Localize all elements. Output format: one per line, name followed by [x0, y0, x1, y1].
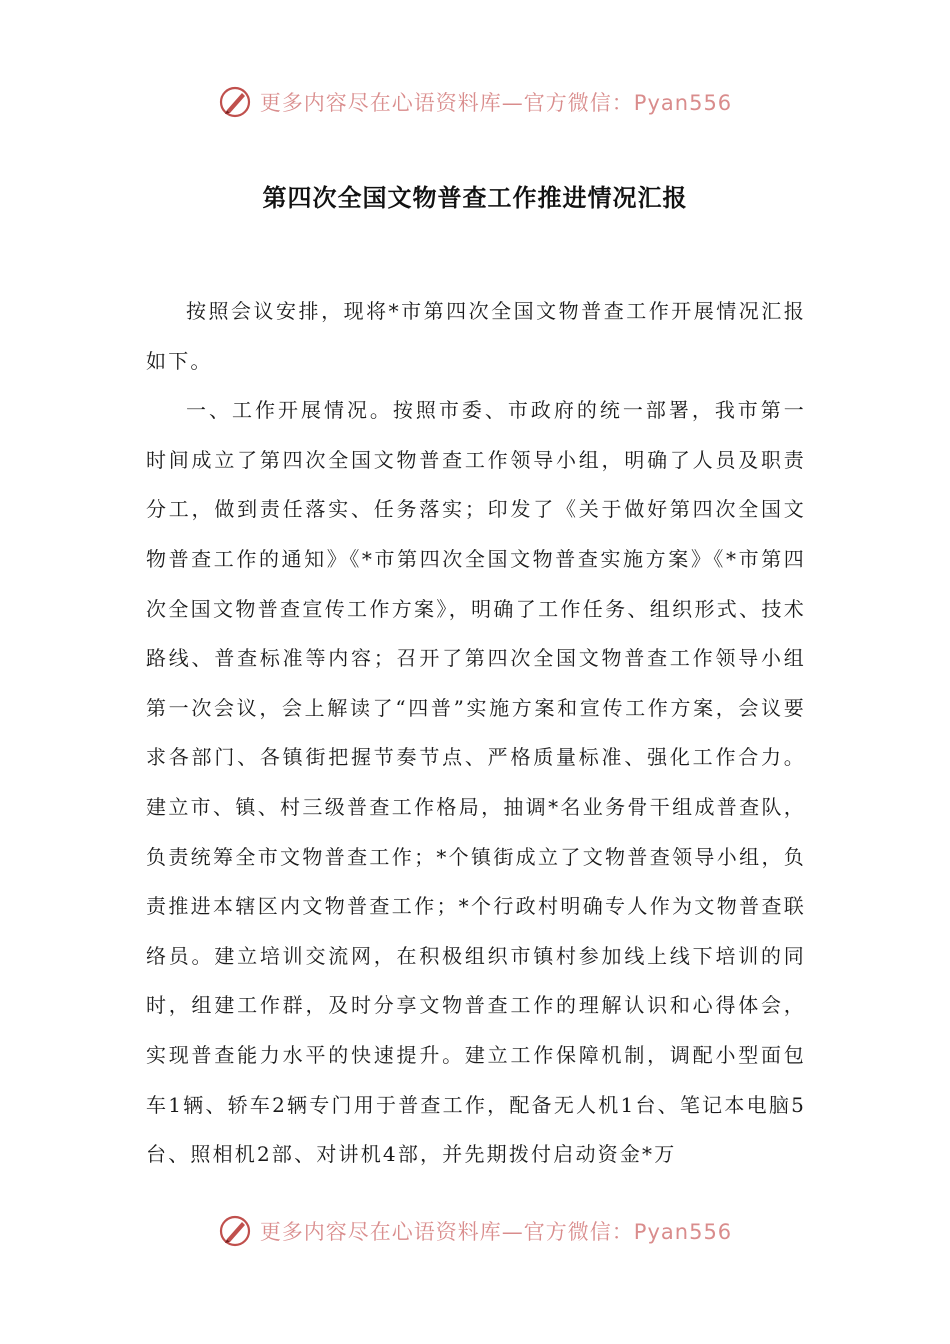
pen-logo-icon — [218, 85, 252, 119]
pen-logo-icon — [218, 1214, 252, 1248]
watermark-header — [0, 80, 950, 124]
watermark-text: 更多内容尽在心语资料库—官方微信：Pyan556 — [259, 91, 733, 115]
document-body — [146, 287, 806, 1180]
paragraph-intro: 按照会议安排，现将*市第四次全国文物普查工作开展情况汇报如下。 — [146, 299, 806, 373]
paragraph-work-status: 一、工作开展情况。按照市委、市政府的统一部署，我市第一时间成立了第四次全国文物普查工作领导小组，明确了人员及职责分工，做到责任落实、任务落实；印发了《关于做好第四次全国文物普查工作的通知》《*市第四次全国文物普查实施方案》《*市第四次全国文物普查宣传工作方案》，明确了工作任务、组织形式、技术路线、普查标准等内容；召开了第四次全国文物普查工作领导小组第一次会议，会上解读了“四普”实施方案和宣传工作方案，会议要求各部门、各镇街把握节奏节点、严格质量标准、强化工作合力。建立市、镇、村三级普查工作格局，抽调*名业务骨干组成普查队，负责统筹全市文物普查工作；*个镇街成立了文物普查领导小组，负责推进本辖区内文物普查工作；*个行政村明确专人作为文物普查联络员。建立培训交流网，在积极组织市镇村参加线上线下培训的同时，组建工作群，及时分享文物普查工作的理解认识和心得体会，实现普查能力水平的快速提升。建立工作保障机制，调配小型面包车1辆、轿车2辆专门用于普查工作，配备无人机1台、笔记本电脑5台、照相机2部、对讲机4部，并先期拨付启动资金*万 — [146, 398, 806, 1167]
document-title: 第四次全国文物普查工作推进情况汇报 — [262, 184, 688, 212]
watermark-footer — [0, 1209, 950, 1253]
watermark-text: 更多内容尽在心语资料库—官方微信：Pyan556 — [259, 1220, 733, 1244]
